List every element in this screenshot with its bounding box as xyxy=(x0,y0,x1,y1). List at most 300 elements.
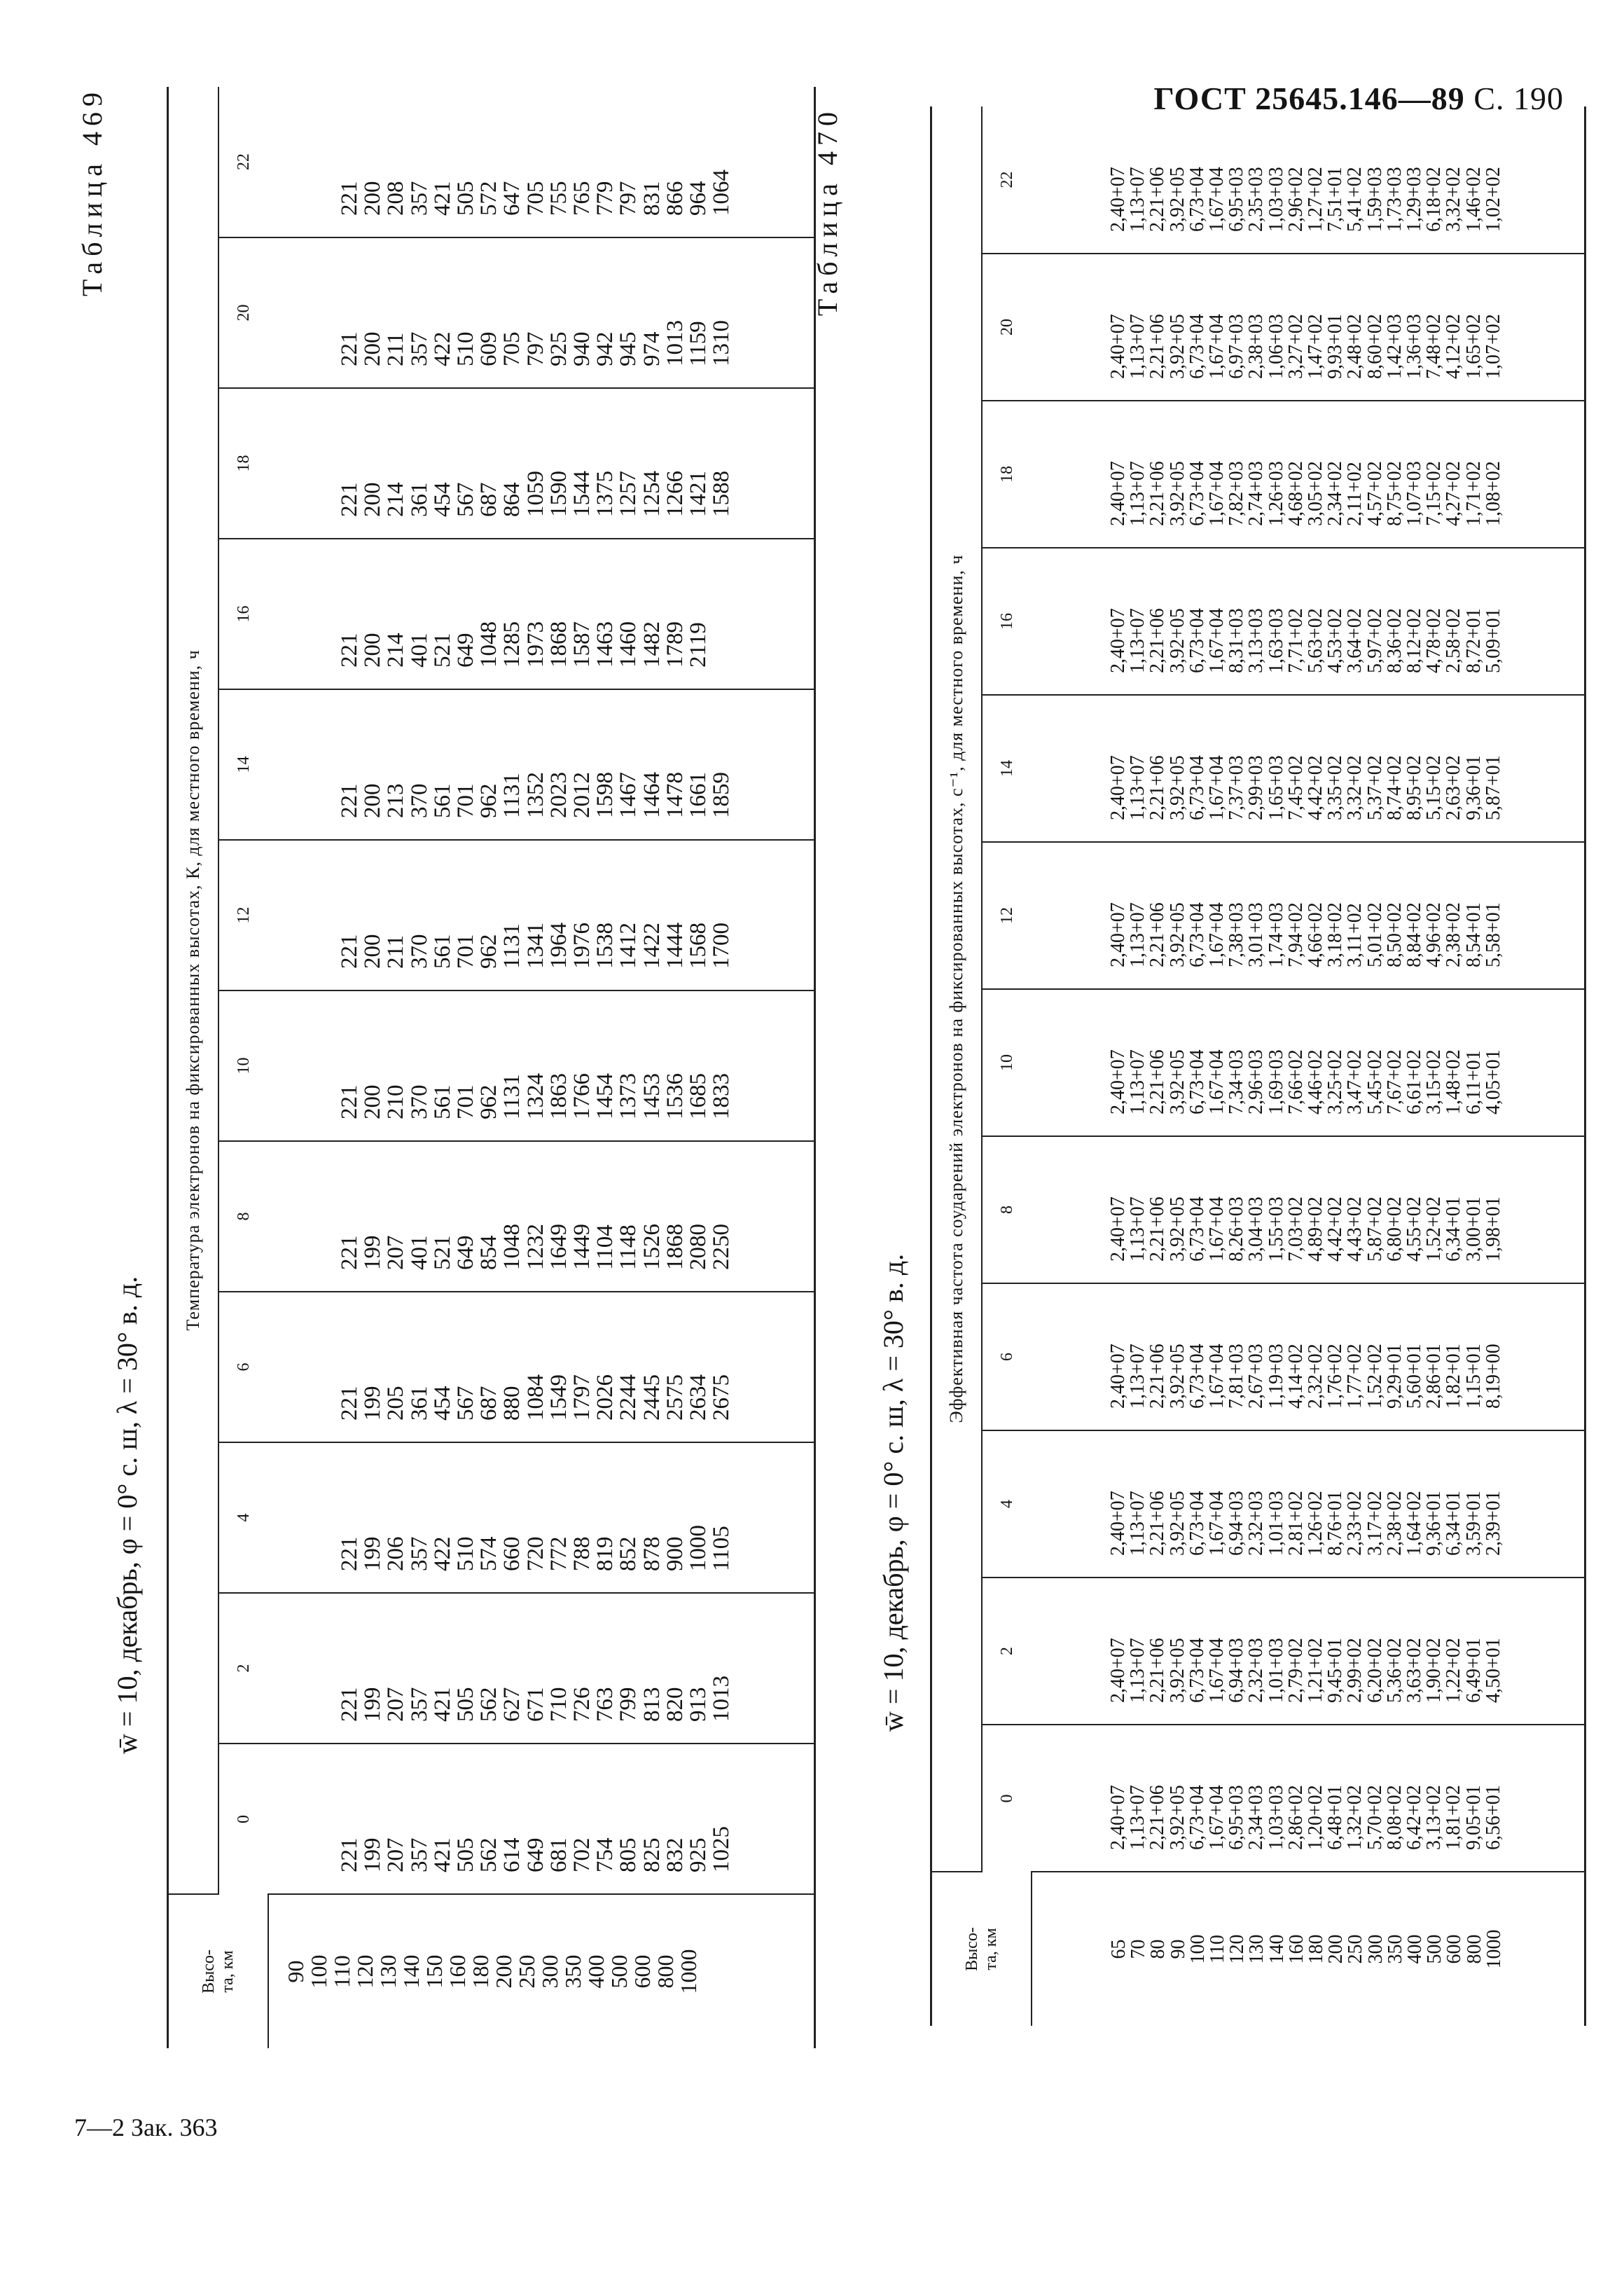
table-cell: 1467 xyxy=(616,772,641,818)
table-cell: 8,72+01 xyxy=(1462,608,1485,673)
table-cell: 5,45+02 xyxy=(1363,1049,1386,1114)
table-cell: 1,65+02 xyxy=(1462,314,1485,379)
value-column xyxy=(1032,1430,1585,1578)
table-cell: 421 xyxy=(429,181,455,216)
table-cell: 357 xyxy=(406,331,432,366)
hour-header: 22 xyxy=(218,87,268,237)
table-cell: 221 xyxy=(337,1235,362,1270)
table-cell: 1,67+04 xyxy=(1206,1196,1228,1262)
table-cell: 2,74+03 xyxy=(1245,461,1268,526)
hour-header: 8 xyxy=(218,1141,268,1292)
table-cell: 1,67+04 xyxy=(1206,461,1228,526)
table-cell: 1685 xyxy=(686,1073,712,1119)
table-cell: 6,95+03 xyxy=(1226,167,1248,232)
table-cell: 1,67+04 xyxy=(1206,1491,1228,1556)
table-cell: 361 xyxy=(406,1386,432,1421)
value-column xyxy=(268,1141,814,1292)
hour-header: 14 xyxy=(982,695,1032,842)
table-cell: 4,05+01 xyxy=(1482,1049,1504,1114)
altitude-value: 180 xyxy=(1305,1934,1328,1964)
table-cell: 422 xyxy=(429,331,455,366)
altitude-value: 1000 xyxy=(1483,1929,1505,1969)
table-cell: 1863 xyxy=(546,1073,571,1119)
table-cell: 7,34+03 xyxy=(1226,1049,1248,1114)
table-cell: 2,99+02 xyxy=(1344,1638,1366,1703)
table-cell: 5,60+01 xyxy=(1403,1344,1426,1409)
table-cell: 561 xyxy=(429,1084,455,1119)
table-cell: 6,73+04 xyxy=(1186,1785,1208,1850)
hour-header: 12 xyxy=(982,842,1032,989)
table-cell: 3,64+02 xyxy=(1344,608,1366,673)
table-cell: 3,92+05 xyxy=(1166,1049,1188,1114)
table-cell: 705 xyxy=(522,181,548,216)
table-cell: 3,92+05 xyxy=(1166,461,1188,526)
altitude-value: 110 xyxy=(1207,1935,1229,1963)
table-cell: 4,78+02 xyxy=(1423,608,1445,673)
table-cell: 1,19+03 xyxy=(1265,1344,1287,1409)
hour-header: 18 xyxy=(982,401,1032,548)
table-cell: 649 xyxy=(522,1837,548,1872)
table-cell: 210 xyxy=(383,1084,409,1119)
table-cell: 5,87+02 xyxy=(1363,1196,1386,1262)
table-cell: 3,13+03 xyxy=(1245,608,1268,673)
altitude-header: Высо- та, км xyxy=(931,1872,1032,2026)
table-cell: 940 xyxy=(569,331,595,366)
table-cell: 361 xyxy=(406,482,432,517)
table-cell: 505 xyxy=(453,1837,479,1872)
table-cell: 2,40+07 xyxy=(1107,608,1129,673)
table-cell: 1,21+02 xyxy=(1305,1638,1327,1703)
table-cell: 1,22+02 xyxy=(1443,1638,1465,1703)
table-cell: 7,51+01 xyxy=(1324,167,1347,232)
table-cell: 5,09+01 xyxy=(1482,608,1504,673)
table-cell: 1059 xyxy=(522,471,548,517)
table-cell: 6,49+01 xyxy=(1462,1638,1485,1703)
altitude-value: 500 xyxy=(606,1954,632,1989)
table-cell: 1,48+02 xyxy=(1443,1049,1465,1114)
table-cell: 1048 xyxy=(476,621,502,668)
table-cell: 1833 xyxy=(709,1073,735,1119)
table-cell: 1536 xyxy=(662,1073,688,1119)
table-cell: 1973 xyxy=(522,621,548,668)
table-cell: 3,92+05 xyxy=(1166,1638,1188,1703)
table-cell: 3,18+02 xyxy=(1324,902,1347,967)
table-cell: 2080 xyxy=(686,1224,712,1270)
table-cell: 797 xyxy=(522,331,548,366)
table-cell: 1,98+01 xyxy=(1482,1196,1504,1262)
hour-header: 4 xyxy=(218,1442,268,1593)
table-cell: 687 xyxy=(476,1386,502,1421)
table-cell: 765 xyxy=(569,181,595,216)
table-cell: 925 xyxy=(546,331,571,366)
table-cell: 3,92+05 xyxy=(1166,902,1188,967)
table-cell: 1,76+02 xyxy=(1324,1344,1347,1409)
table-cell: 8,50+02 xyxy=(1383,902,1406,967)
altitude-value: 800 xyxy=(653,1954,678,1989)
table-cell: 213 xyxy=(383,783,409,818)
table-cell: 974 xyxy=(639,331,665,366)
value-column xyxy=(268,990,814,1141)
table-cell: 1,71+02 xyxy=(1462,461,1485,526)
table-cell: 5,41+02 xyxy=(1344,167,1366,232)
table-cell: 199 xyxy=(360,1687,386,1722)
hour-header: 16 xyxy=(982,548,1032,695)
table-cell: 2,40+07 xyxy=(1107,1785,1129,1850)
table-cell: 6,73+04 xyxy=(1186,1196,1208,1262)
table-cell: 2,58+02 xyxy=(1443,608,1465,673)
value-column xyxy=(268,237,814,388)
table-cell: 8,84+02 xyxy=(1403,902,1426,967)
table-cell: 1700 xyxy=(709,923,735,969)
table-cell: 454 xyxy=(429,1386,455,1421)
table-cell: 2,38+02 xyxy=(1383,1491,1406,1556)
table-cell: 1,81+02 xyxy=(1443,1785,1465,1850)
table-cell: 3,92+05 xyxy=(1166,1491,1188,1556)
table-cell: 660 xyxy=(499,1536,525,1571)
variable-header: Эффективная частота соударений электронов на фиксированных высотах, с⁻¹, для местного времени, ч xyxy=(931,106,983,1872)
table-cell: 1,29+03 xyxy=(1403,167,1426,232)
altitude-value: 180 xyxy=(468,1954,493,1989)
table-cell: 1,13+07 xyxy=(1127,755,1149,820)
table-cell: 1013 xyxy=(662,320,688,366)
table-cell: 1159 xyxy=(686,321,712,366)
table-469-block xyxy=(76,87,797,2048)
altitude-value: 120 xyxy=(352,1954,377,1989)
table-cell: 200 xyxy=(360,633,386,668)
hour-header: 0 xyxy=(997,1794,1016,1803)
table-cell: 797 xyxy=(616,181,641,216)
table-cell: 866 xyxy=(662,181,688,216)
hour-header: 18 xyxy=(218,388,268,539)
table-cell: 200 xyxy=(360,1084,386,1119)
table-cell: 221 xyxy=(337,181,362,216)
hour-header: 10 xyxy=(982,989,1032,1136)
table-cell: 2,40+07 xyxy=(1107,314,1129,379)
table-469-title: w̄ = 10, декабрь, φ = 0° с. ш, λ = 30° в. д. xyxy=(111,1276,143,1754)
table-cell: 1588 xyxy=(709,471,735,517)
table-cell: 1341 xyxy=(522,923,548,969)
table-cell: 1,77+02 xyxy=(1344,1344,1366,1409)
table-cell: 6,73+04 xyxy=(1186,1638,1208,1703)
table-cell: 6,42+02 xyxy=(1403,1785,1426,1850)
table-cell: 2634 xyxy=(686,1374,712,1421)
table-cell: 1649 xyxy=(546,1224,571,1270)
table-cell: 567 xyxy=(453,482,479,517)
hour-header: 6 xyxy=(982,1283,1032,1430)
table-cell: 1,26+02 xyxy=(1305,1491,1327,1556)
table-cell: 1766 xyxy=(569,1073,595,1119)
value-column xyxy=(1032,989,1585,1136)
table-cell: 1,52+02 xyxy=(1423,1196,1445,1262)
table-cell: 772 xyxy=(546,1536,571,1571)
table-cell: 6,73+04 xyxy=(1186,167,1208,232)
table-cell: 1000 xyxy=(686,1525,712,1571)
table-cell: 200 xyxy=(360,482,386,517)
table-cell: 357 xyxy=(406,1687,432,1722)
altitude-value: 350 xyxy=(1384,1934,1406,1964)
altitude-value: 250 xyxy=(1345,1934,1367,1964)
hour-header: 2 xyxy=(982,1578,1032,1725)
value-column xyxy=(1032,1136,1585,1283)
hour-header: 20 xyxy=(218,237,268,388)
table-cell: 7,37+03 xyxy=(1226,755,1248,820)
table-cell: 6,20+02 xyxy=(1363,1638,1386,1703)
hour-header: 12 xyxy=(218,840,268,990)
altitude-value: 160 xyxy=(445,1954,470,1989)
altitude-value: 160 xyxy=(1285,1934,1307,1964)
variable-header: Температура электронов на фиксированных высотах, К, для местного времени, ч xyxy=(168,87,219,1894)
table-cell: 3,47+02 xyxy=(1344,1049,1366,1114)
table-cell: 422 xyxy=(429,1536,455,1571)
table-cell: 7,82+03 xyxy=(1226,461,1248,526)
table-cell: 2,96+02 xyxy=(1284,167,1307,232)
table-cell: 561 xyxy=(429,783,455,818)
table-cell: 2,33+02 xyxy=(1344,1491,1366,1556)
table-cell: 2250 xyxy=(709,1224,735,1270)
table-cell: 1131 xyxy=(499,923,525,969)
value-column xyxy=(268,1292,814,1442)
table-cell: 1,13+07 xyxy=(1127,1344,1149,1409)
table-cell: 1324 xyxy=(522,1073,548,1119)
table-cell: 1,74+03 xyxy=(1265,902,1287,967)
table-cell: 3,35+02 xyxy=(1324,755,1347,820)
table-cell: 2,38+03 xyxy=(1245,314,1268,379)
altitude-value: 80 xyxy=(1147,1939,1170,1959)
table-cell: 3,25+02 xyxy=(1324,1049,1347,1114)
table-cell: 1,36+03 xyxy=(1403,314,1426,379)
table-cell: 207 xyxy=(383,1837,409,1872)
table-cell: 6,61+02 xyxy=(1403,1049,1426,1114)
value-column xyxy=(268,388,814,539)
table-cell: 8,74+02 xyxy=(1383,755,1406,820)
table-cell: 3,05+02 xyxy=(1305,461,1327,526)
table-cell: 199 xyxy=(360,1235,386,1270)
table-cell: 7,94+02 xyxy=(1284,902,1307,967)
table-cell: 4,57+02 xyxy=(1363,461,1386,526)
table-cell: 1,13+07 xyxy=(1127,1049,1149,1114)
table-cell: 6,95+03 xyxy=(1226,1785,1248,1850)
table-cell: 647 xyxy=(499,181,525,216)
table-cell: 1,46+02 xyxy=(1462,167,1485,232)
table-cell: 3,11+02 xyxy=(1344,903,1366,967)
table-cell: 649 xyxy=(453,1235,479,1270)
table-cell: 3,00+01 xyxy=(1462,1196,1485,1262)
table-cell: 221 xyxy=(337,1687,362,1722)
table-cell: 2,40+07 xyxy=(1107,1196,1129,1262)
table-cell: 3,92+05 xyxy=(1166,1196,1188,1262)
table-cell: 5,36+02 xyxy=(1383,1638,1406,1703)
table-cell: 1,69+03 xyxy=(1265,1049,1287,1114)
table-cell: 9,05+01 xyxy=(1462,1785,1485,1850)
table-cell: 6,73+04 xyxy=(1186,755,1208,820)
altitude-value: 140 xyxy=(398,1954,424,1989)
table-cell: 2,99+03 xyxy=(1245,755,1268,820)
table-cell: 200 xyxy=(360,783,386,818)
table-cell: 1048 xyxy=(499,1224,525,1270)
table-470-label: Таблица 470 xyxy=(812,106,843,317)
table-cell: 1421 xyxy=(686,471,712,517)
table-cell: 854 xyxy=(476,1235,502,1270)
table-cell: 9,29+01 xyxy=(1383,1344,1406,1409)
table-cell: 3,32+02 xyxy=(1443,167,1465,232)
table-cell: 1661 xyxy=(686,772,712,818)
altitude-value: 90 xyxy=(1167,1939,1189,1959)
table-cell: 1590 xyxy=(546,471,571,517)
table-cell: 702 xyxy=(569,1837,595,1872)
table-cell: 221 xyxy=(337,1536,362,1571)
altitude-value: 400 xyxy=(583,1954,609,1989)
table-cell: 5,58+01 xyxy=(1482,902,1504,967)
table-cell: 221 xyxy=(337,1084,362,1119)
table-cell: 7,03+02 xyxy=(1284,1196,1307,1262)
table-cell: 8,95+02 xyxy=(1403,755,1426,820)
table-cell: 7,81+03 xyxy=(1226,1344,1248,1409)
table-cell: 1,64+02 xyxy=(1403,1491,1426,1556)
table-cell: 5,87+01 xyxy=(1482,755,1504,820)
table-cell: 2,34+02 xyxy=(1324,461,1347,526)
table-cell: 1,13+07 xyxy=(1127,461,1149,526)
table-cell: 2,40+07 xyxy=(1107,755,1129,820)
table-cell: 510 xyxy=(453,331,479,366)
table-cell: 3,63+02 xyxy=(1403,1638,1426,1703)
table-cell: 2,40+07 xyxy=(1107,461,1129,526)
table-cell: 5,63+02 xyxy=(1305,608,1327,673)
table-cell: 925 xyxy=(686,1837,712,1872)
table-cell: 649 xyxy=(453,633,479,668)
table-cell: 2,40+07 xyxy=(1107,1491,1129,1556)
table-cell: 7,38+03 xyxy=(1226,902,1248,967)
table-cell: 2,38+02 xyxy=(1443,902,1465,967)
table-cell: 8,12+02 xyxy=(1403,608,1426,673)
table-cell: 1257 xyxy=(616,471,641,517)
table-cell: 8,31+03 xyxy=(1226,608,1248,673)
table-cell: 2,63+02 xyxy=(1443,755,1465,820)
table-cell: 1789 xyxy=(662,621,688,668)
table-cell: 3,01+03 xyxy=(1245,902,1268,967)
table-cell: 6,73+04 xyxy=(1186,1049,1208,1114)
table-cell: 207 xyxy=(383,1235,409,1270)
page-number: С. 190 xyxy=(1473,81,1564,116)
hour-header: 22 xyxy=(982,106,1032,254)
table-cell: 1,67+04 xyxy=(1206,1638,1228,1703)
hour-header: 6 xyxy=(218,1292,268,1442)
altitude-value: 90 xyxy=(283,1960,308,1983)
table-cell: 2012 xyxy=(569,772,595,818)
table-cell: 2,81+02 xyxy=(1284,1491,1307,1556)
altitude-value: 130 xyxy=(1246,1934,1268,1964)
table-cell: 1266 xyxy=(662,471,688,517)
altitude-column xyxy=(1032,1872,1585,2026)
altitude-value: 130 xyxy=(375,1954,401,1989)
table-cell: 1131 xyxy=(499,773,525,818)
table-cell: 208 xyxy=(383,181,409,216)
table-cell: 357 xyxy=(406,1536,432,1571)
table-cell: 2,21+06 xyxy=(1146,1049,1169,1114)
table-cell: 1453 xyxy=(639,1073,665,1119)
table-cell: 1,82+01 xyxy=(1443,1344,1465,1409)
hour-header: 20 xyxy=(982,254,1032,401)
page-footer: 7—2 Зак. 363 xyxy=(74,2113,218,2141)
table-cell: 1,20+02 xyxy=(1305,1785,1327,1850)
table-cell: 1,52+02 xyxy=(1363,1344,1386,1409)
table-cell: 1412 xyxy=(616,923,641,969)
table-cell: 701 xyxy=(453,934,479,969)
table-cell: 505 xyxy=(453,1687,479,1722)
table-cell: 1,13+07 xyxy=(1127,1638,1149,1703)
table-cell: 1,90+02 xyxy=(1423,1638,1445,1703)
table-cell: 962 xyxy=(476,934,502,969)
table-cell: 5,97+02 xyxy=(1363,608,1386,673)
table-cell: 562 xyxy=(476,1837,502,1872)
table-cell: 2023 xyxy=(546,772,571,818)
table-cell: 7,45+02 xyxy=(1284,755,1307,820)
table-cell: 221 xyxy=(337,1837,362,1872)
table-cell: 4,53+02 xyxy=(1324,608,1347,673)
table-cell: 206 xyxy=(383,1536,409,1571)
table-cell: 609 xyxy=(476,331,502,366)
table-cell: 6,11+01 xyxy=(1462,1050,1485,1114)
table-cell: 4,43+02 xyxy=(1344,1196,1366,1262)
table-cell: 799 xyxy=(616,1687,641,1722)
table-cell: 521 xyxy=(429,633,455,668)
altitude-value: 300 xyxy=(1364,1934,1387,1964)
table-cell: 221 xyxy=(337,1386,362,1421)
table-cell: 1,67+04 xyxy=(1206,314,1228,379)
table-cell: 3,13+02 xyxy=(1423,1785,1445,1850)
table-cell: 4,14+02 xyxy=(1284,1344,1307,1409)
table-cell: 4,42+02 xyxy=(1305,755,1327,820)
table-cell: 2,40+07 xyxy=(1107,167,1129,232)
table-cell: 205 xyxy=(383,1386,409,1421)
table-cell: 820 xyxy=(662,1687,688,1722)
table-cell: 705 xyxy=(499,331,525,366)
table-cell: 1310 xyxy=(709,320,735,366)
hour-header: 0 xyxy=(234,1815,253,1823)
altitude-value: 500 xyxy=(1424,1934,1446,1964)
table-cell: 864 xyxy=(499,482,525,517)
table-cell: 521 xyxy=(429,1235,455,1270)
table-cell: 687 xyxy=(476,482,502,517)
altitude-value: 200 xyxy=(1325,1934,1347,1964)
table-cell: 962 xyxy=(476,1084,502,1119)
table-cell: 1,65+03 xyxy=(1265,755,1287,820)
table-cell: 2675 xyxy=(709,1374,735,1421)
table-cell: 2,21+06 xyxy=(1146,1638,1169,1703)
hour-header: 16 xyxy=(218,539,268,689)
table-cell: 1373 xyxy=(616,1073,641,1119)
table-cell: 671 xyxy=(522,1687,548,1722)
table-cell: 1013 xyxy=(709,1676,735,1722)
table-cell: 221 xyxy=(337,934,362,969)
table-cell: 720 xyxy=(522,1536,548,1571)
table-cell: 2,48+02 xyxy=(1344,314,1366,379)
table-cell: 1,01+03 xyxy=(1265,1638,1287,1703)
table-cell: 6,48+01 xyxy=(1324,1785,1347,1850)
table-cell: 701 xyxy=(453,783,479,818)
table-cell: 6,34+01 xyxy=(1443,1491,1465,1556)
altitude-column xyxy=(268,1894,814,2048)
value-column xyxy=(1032,1578,1585,1725)
table-cell: 1868 xyxy=(662,1224,688,1270)
value-column xyxy=(1032,842,1585,989)
table-cell: 1232 xyxy=(522,1224,548,1270)
table-cell: 370 xyxy=(406,1084,432,1119)
table-cell: 214 xyxy=(383,482,409,517)
table-cell: 7,66+02 xyxy=(1284,1049,1307,1114)
value-column xyxy=(1032,1283,1585,1430)
table-cell: 1460 xyxy=(616,621,641,668)
table-cell: 2,21+06 xyxy=(1146,1491,1169,1556)
